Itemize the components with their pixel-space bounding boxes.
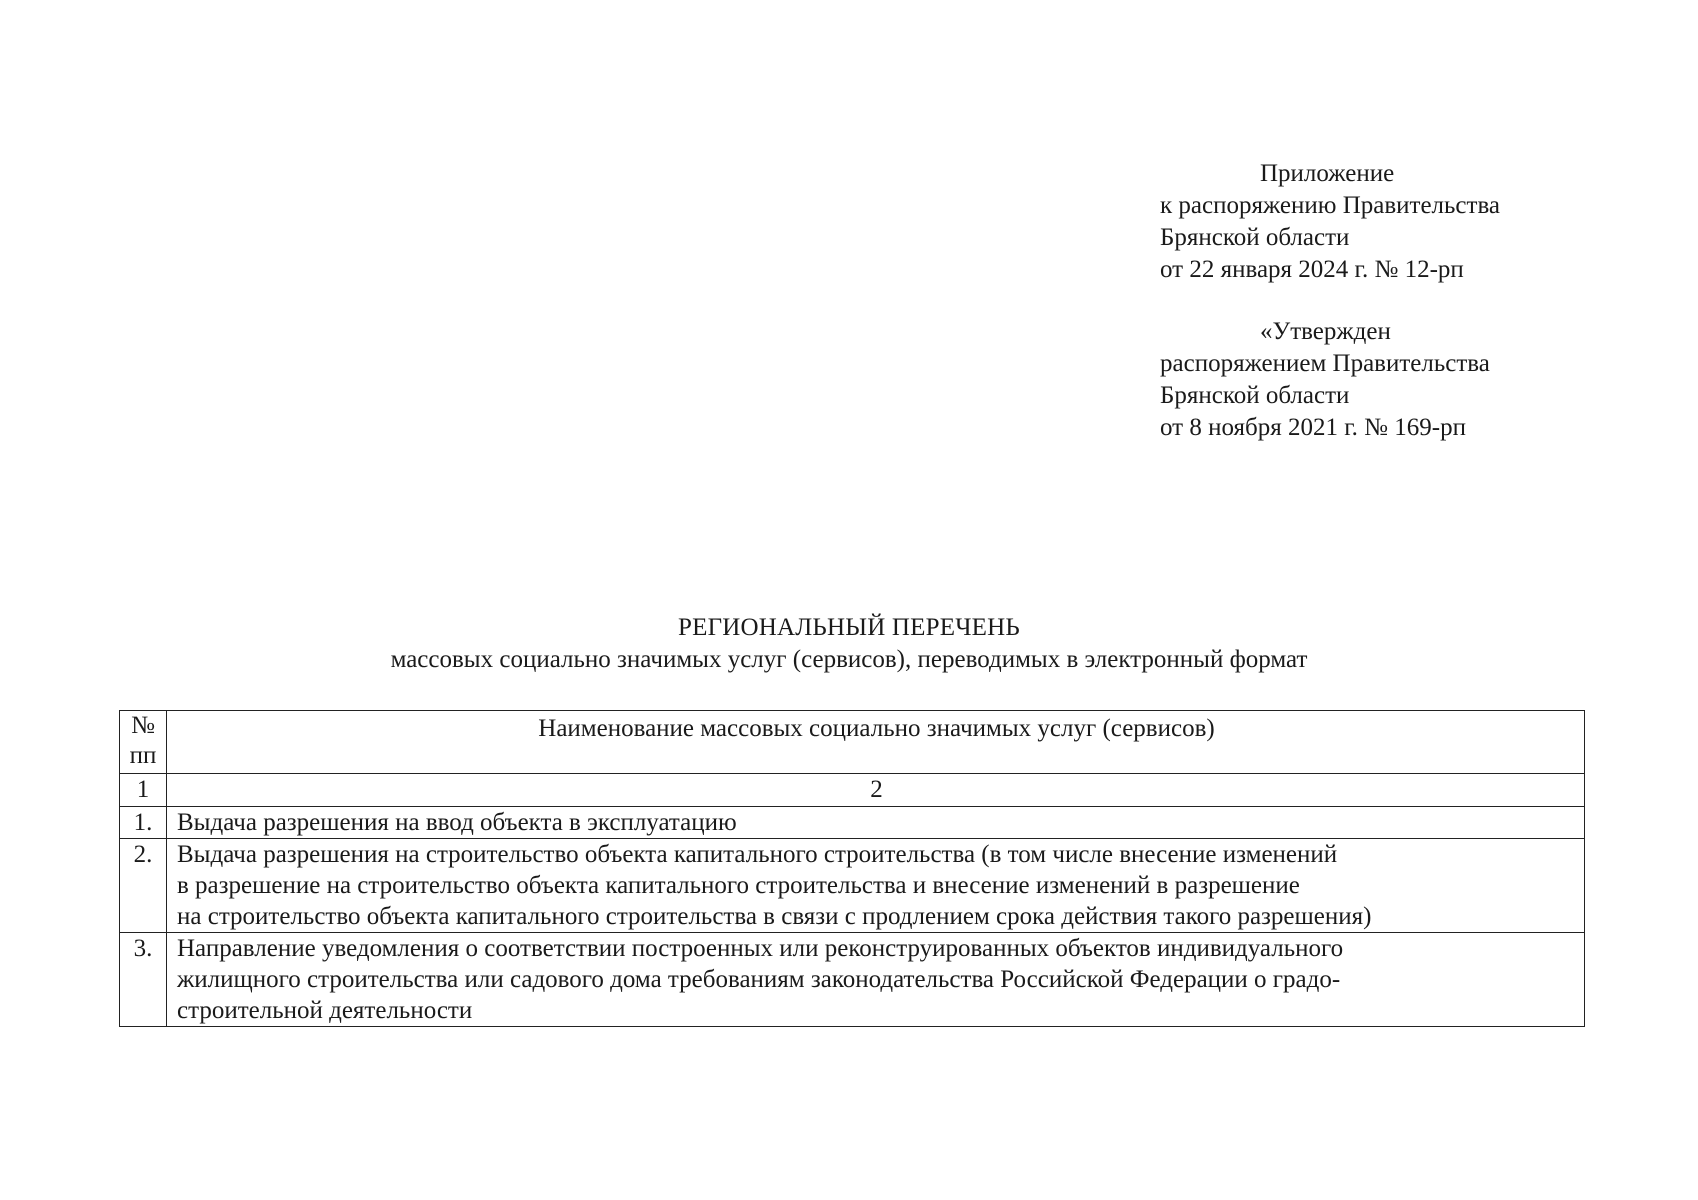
table-row: [120, 807, 1585, 839]
approved-line: распоряжением Правительства: [1160, 350, 1490, 377]
service-name-line: Выдача разрешения на ввод объекта в эксплуатацию: [177, 809, 737, 836]
service-name-line: Направление уведомления о соответствии построенных или реконструированных объектов индивидуального: [177, 935, 1344, 962]
header-num: [120, 711, 167, 774]
row-number: 1.: [120, 807, 167, 839]
row-service-name: [167, 933, 1585, 1027]
annex-line: от 22 января 2024 г. № 12-рп: [1160, 256, 1464, 283]
row-service-name: [167, 807, 1585, 839]
annex-line: Брянской области: [1160, 224, 1350, 251]
document-title: [0, 612, 1698, 676]
approved-line: Брянской области: [1160, 382, 1350, 409]
annex-block: [1160, 158, 1500, 444]
title-subtitle: массовых социально значимых услуг (сервисов), переводимых в электронный формат: [390, 646, 1308, 673]
service-name-line: на строительство объекта капитального строительства в связи с продлением срока действия такого разрешения): [177, 903, 1372, 930]
table-row: [120, 933, 1585, 1027]
column-index: 1: [120, 774, 167, 807]
services-table: [119, 710, 1585, 1027]
annex-heading: Приложение: [1260, 160, 1395, 187]
annex-line: к распоряжению Правительства: [1160, 192, 1501, 219]
column-index-row: [120, 774, 1585, 807]
approved-heading: «Утвержден: [1260, 318, 1391, 345]
approved-line: от 8 ноября 2021 г. № 169-рп: [1160, 414, 1466, 441]
row-number: 3.: [120, 933, 167, 1027]
header-num-symbol: №: [131, 712, 155, 739]
table-header-row: [120, 711, 1585, 774]
title-main: РЕГИОНАЛЬНЫЙ ПЕРЕЧЕНЬ: [678, 614, 1020, 641]
header-num-abbr: пп: [129, 742, 157, 769]
service-name-line: в разрешение на строительство объекта капитального строительства и внесение изменений в разрешение: [177, 872, 1300, 899]
row-number: 2.: [120, 839, 167, 933]
service-name-line: строительной деятельности: [177, 997, 473, 1024]
annex-gap: [1160, 286, 1500, 316]
header-name: Наименование массовых социально значимых услуг (сервисов): [167, 711, 1585, 774]
service-name-line: жилищного строительства или садового дома требованиям законодательства Российской Федерации о градо-: [177, 966, 1341, 993]
row-service-name: [167, 839, 1585, 933]
service-name-line: Выдача разрешения на строительство объекта капитального строительства (в том числе внесение изменений: [177, 841, 1338, 868]
table-row: [120, 839, 1585, 933]
column-index: 2: [167, 774, 1585, 807]
